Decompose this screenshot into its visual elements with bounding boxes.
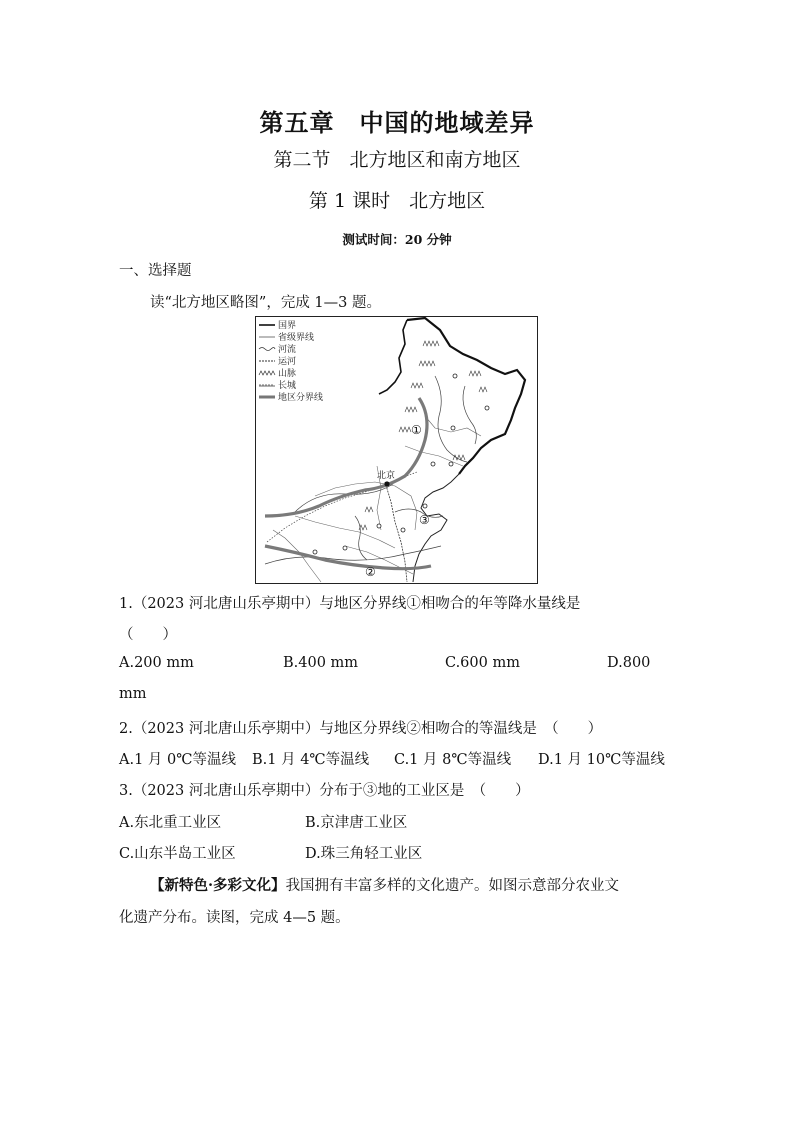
passage-tag: 【新特色·多彩文化】 bbox=[150, 877, 286, 894]
label-two: ② bbox=[365, 565, 376, 579]
legend-item: 运河 bbox=[278, 357, 297, 367]
q3-option-a[interactable]: A.东北重工业区 bbox=[119, 815, 222, 831]
legend-item: 长城 bbox=[278, 381, 297, 391]
q3-option-b[interactable]: B.京津唐工业区 bbox=[305, 815, 408, 831]
q2-stem: 2.（2023 河北唐山乐亭期中）与地区分界线②相吻合的等温线是 （ ） bbox=[119, 721, 603, 737]
q2-option-b[interactable]: B.1 月 4℃等温线 bbox=[252, 752, 370, 768]
beijing-label: 北京 bbox=[377, 471, 396, 481]
passage-line-2: 化遗产分布。读图，完成 4—5 题。 bbox=[119, 910, 350, 926]
q1-paren: （ ） bbox=[119, 627, 177, 643]
q1-option-a[interactable]: A.200 mm bbox=[119, 655, 194, 671]
label-one: ① bbox=[411, 423, 422, 437]
label-three: ③ bbox=[419, 513, 430, 527]
legend-item: 地区分界线 bbox=[278, 393, 324, 403]
q2-option-a[interactable]: A.1 月 0℃等温线 bbox=[119, 752, 236, 768]
chapter-title: 第五章 中国的地域差异 bbox=[259, 108, 535, 137]
test-time: 测试时间：20 分钟 bbox=[342, 232, 452, 247]
legend-item: 河流 bbox=[278, 345, 297, 355]
map-intro: 读“北方地区略图”，完成 1—3 题。 bbox=[150, 295, 381, 311]
passage-line-1 bbox=[150, 874, 619, 895]
q2-option-d[interactable]: D.1 月 10℃等温线 bbox=[538, 752, 665, 768]
q2-option-c[interactable]: C.1 月 8℃等温线 bbox=[394, 752, 512, 768]
part-heading: 一、选择题 bbox=[119, 263, 192, 279]
q3-option-c[interactable]: C.山东半岛工业区 bbox=[119, 846, 236, 862]
q1-option-b[interactable]: B.400 mm bbox=[283, 655, 359, 671]
legend-item: 国界 bbox=[278, 321, 297, 331]
q3-option-d[interactable]: D.珠三角轻工业区 bbox=[305, 846, 423, 862]
legend-item: 山脉 bbox=[278, 369, 297, 379]
q1-option-d[interactable]: D.800 bbox=[607, 655, 651, 671]
q3-stem: 3.（2023 河北唐山乐亭期中）分布于③地的工业区是 （ ） bbox=[119, 783, 530, 799]
beijing-marker bbox=[384, 481, 389, 486]
q1-option-c[interactable]: C.600 mm bbox=[445, 655, 520, 671]
north-region-map bbox=[255, 316, 538, 584]
legend-item: 省级界线 bbox=[278, 333, 315, 343]
q1-option-d-unit: mm bbox=[119, 686, 147, 702]
passage-text-1: 我国拥有丰富多样的文化遗产。如图示意部分农业文 bbox=[285, 878, 620, 894]
section-title: 第二节 北方地区和南方地区 bbox=[273, 149, 521, 171]
q1-stem: 1.（2023 河北唐山乐亭期中）与地区分界线①相吻合的年等降水量线是 bbox=[119, 596, 581, 612]
lesson-title: 第 1 课时 北方地区 bbox=[308, 190, 486, 212]
